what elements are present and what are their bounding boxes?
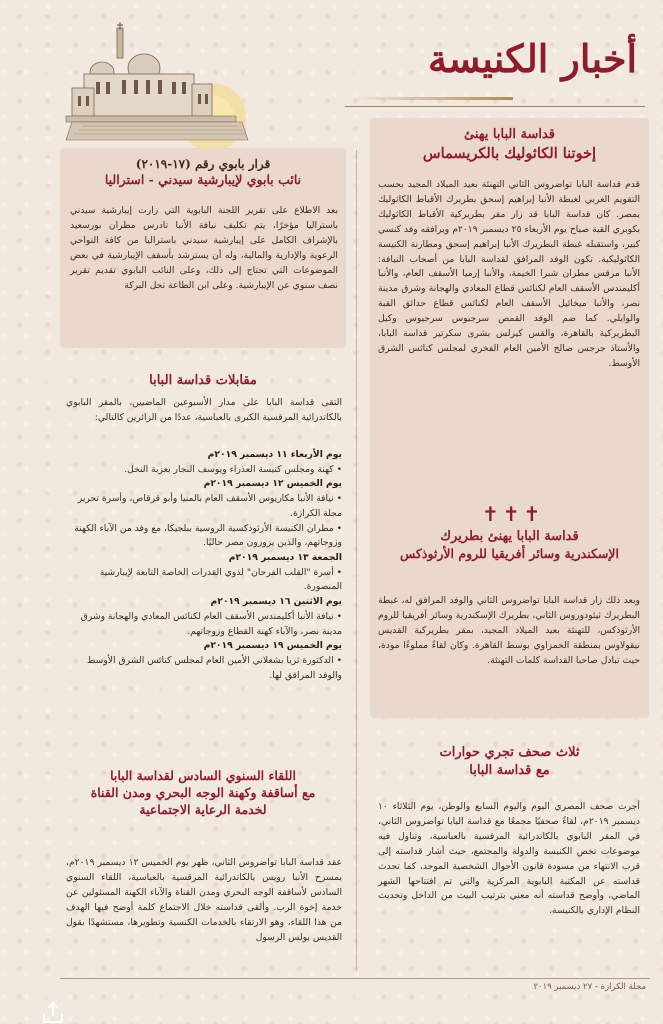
article-decree-body: بعد الاطلاع على تقرير اللجنة البابوية التي زارت إيبارشية سيدني باستراليا مؤخرًا، يتم تكليف نيافة الأنبا تادرس مطران بورسعيد بالإشراف الكامل على إيبارشية سيدني باستراليا من كافة النواحي الرعوية والإدارية والمالية، وله أن يسترشد بأسقف الإيبارشية في بعض الموضوعات التي تحتاج إلى ذلك، وعلى النائب البابوي تقديم تقرير نصف سنوي عن الإيبارشية. وعلى ابن الطاعة تحل البركة bbox=[70, 205, 338, 291]
article-newspapers-body: أجرت صحف المصري اليوم واليوم السابع والوطن، يوم الثلاثاء ١٠ ديسمبر ٢٠١٩م، لقاءً صحفيًا مجمعًا مع قداسة البابا تواضروس الثاني، في المقر البابوي بالكاتدرائية المرقسية بالعباسية، وتناول فيه موضوعات تخص الكنيسة والدولة والمجتمع، حيث أشار قداسته إلى قرب الانتهاء من مسودة قانون الأحوال الشخصية الموحد، كما تحدث قداسته عن المكتبة البابوية المركزية والتي تم افتتاحها الشهر الماضي، وأوضح قداسته أنه معني بترتيب البيت من الداخل وتحديث النظام الإداري بالكنيسة. bbox=[378, 801, 640, 917]
article-greek-patriarch-heading-line2: الإسكندرية وسائر أفريقيا للروم الأرثوذكس bbox=[399, 545, 619, 561]
article-meetings-heading: مقابلات قداسة البابا bbox=[149, 373, 257, 388]
schedule-item: • نيافة الأنبا مكاريوس الأسقف العام بالمنيا وأبو قرقاص، وأسرة تحرير مجلة الكرازة. bbox=[77, 493, 342, 519]
article-greek-patriarch-body: وبعد ذلك زار قداسة البابا تواضروس الثاني والوفد المرافق له، غبطة البطريرك ثيئودوروس الثاني، بطريرك الإسكندرية وسائر أفريقيا للروم الأرثوذكس، للتهنئة بعيد الميلاد المجيد، بمقر بطريركية القديس نيقولاوس بمنطقة الحمزاوي بوسط القاهرة. وكان لقاءً مملوءًا مودة، حيث تبادل صاحبا القداسة كلمات التهنئة. bbox=[378, 595, 640, 666]
article-christmas-heading-line2: إخوتنا الكاثوليك بالكريسماس bbox=[422, 144, 597, 162]
share-icon[interactable] bbox=[40, 1000, 66, 1024]
page-footer bbox=[60, 978, 650, 995]
title-ornament bbox=[353, 97, 513, 100]
article-christmas-heading-line1: قداسة البابا يهنئ bbox=[464, 127, 555, 142]
article-newspapers-heading bbox=[372, 744, 647, 779]
schedule-item: • نيافة الأنبا أكليمندس الأسقف العام لكنائس المعادي والهجانة وشرق مدينة نصر، والآباء كهنة القطاع وزوجاتهم. bbox=[80, 610, 342, 637]
schedule-day-4 bbox=[66, 595, 342, 639]
article-annual-meeting-body: عقد قداسة البابا تواضروس الثاني، ظهر يوم الخميس ١٢ ديسمبر ٢٠١٩م، بمسرح الأنبا رويس بالكاتدرائية المرقسية بالعباسية، اللقاء السنوي السادس لأساقفة الوجه البحري ومدن القناة والآباء الكهنة المسئولين عن خدمة إخوة الرب. وألقى قداسته خلال الاجتماع كلمة أوضح فيها الهدف من هذا اللقاء، وهو الارتقاء بالخدمات الكنسية وتطويرها، مستشهدًا بقول القديس بولس الرسول bbox=[66, 857, 342, 943]
schedule-day-3 bbox=[66, 551, 342, 595]
article-greek-patriarch-heading bbox=[372, 528, 647, 562]
schedule-day-5 bbox=[66, 639, 342, 683]
schedule-item: • أسرة "القلب الفرحان" لذوي القدرات الخاصة التابعة لإيبارشية المنصورة. bbox=[99, 566, 342, 593]
meetings-schedule bbox=[66, 448, 342, 684]
article-newspapers-heading-line1: ثلاث صحف تجري حوارات bbox=[439, 745, 580, 760]
schedule-day-1 bbox=[66, 448, 342, 477]
schedule-day-label: يوم الأربعاء ١١ ديسمبر ٢٠١٩م bbox=[207, 449, 342, 460]
article-greek-patriarch-heading-line1: قداسة البابا يهنئ بطريرك bbox=[440, 529, 579, 544]
masthead bbox=[345, 28, 645, 107]
schedule-item: • كهنة ومجلس كنيسة العذراء ويوسف النجار بعزبة النخل. bbox=[124, 463, 342, 475]
article-christmas-body: قدم قداسة البابا تواضروس الثاني التهنئة بعيد الميلاد المجيد بحسب التقويم الغربي لغبطة الأنبا إبراهيم إسحق بطريرك الأقباط الكاثوليك بمصر. كان قداسة البابا قد زار مقر بطريركية الأقباط الكاثوليك بكوبري القبة صباح يوم الأربعاء ٢٥ ديسمبر ٢٠١٩م ويرافقه وفد كنسي كبير، واستقبله غبطة البطريرك الأنبا إبراهيم إسحق ومطارنة الكنيسة الكاثوليكية. تكون الوفد المرافق لقداسة البابا من أصحاب النيافة: الأنبا مرقس مطران شبرا الخيمة، والأنبا إرميا الأسقف العام، والأنبا أكليمندس الأسقف العام لكنائس قطاع المعادي والهجانة وشرق مدينة نصر، والأنبا ميخائيل الأسقف العام لكنائس قطاع حدائق القبة والوايلي. كما ضم الوفد القمص سرجيوس سرجيوس وكيل البطريركية بالقاهرة، والقس كيرلس بشرى سكرتير قداسة البابا، والأستاذ جرجس صالح الأمين العام الفخري لمجلس كنائس الشرق الأوسط. bbox=[378, 179, 640, 369]
page-title: أخبار الكنيسة bbox=[428, 36, 637, 81]
column-divider bbox=[356, 150, 357, 970]
article-newspapers-heading-line2: مع قداسة البابا bbox=[469, 762, 550, 778]
crosses-ornament: ✝✝✝ bbox=[482, 502, 545, 526]
schedule-day-label: يوم الخميس ١٢ ديسمبر ٢٠١٩م bbox=[203, 478, 342, 490]
schedule-day-label: يوم الاثنين ١٦ ديسمبر ٢٠١٩م bbox=[210, 596, 342, 608]
article-christmas-heading bbox=[372, 126, 647, 163]
article-annual-meeting-heading-line2: مع أساقفة وكهنة الوجه البحري ومدن القناة bbox=[90, 784, 316, 800]
schedule-day-label: الجمعة ١٣ ديسمبر ٢٠١٩م bbox=[228, 552, 342, 564]
article-annual-meeting-heading bbox=[62, 768, 344, 819]
schedule-day-2 bbox=[66, 477, 342, 551]
article-annual-meeting-heading-line3: لخدمة الرعاية الاجتماعية bbox=[139, 801, 267, 817]
article-decree-heading bbox=[62, 156, 344, 189]
schedule-day-label: يوم الخميس ١٩ ديسمبر ٢٠١٩م bbox=[203, 640, 342, 652]
schedule-item: • الدكتورة ثريا بشعلاني الأمين العام لمجلس كنائس الشرق الأوسط والوفد المرافق لها. bbox=[86, 655, 342, 681]
church-illustration-icon bbox=[62, 22, 252, 152]
article-meetings-intro: التقى قداسة البابا على مدار الأسبوعين الماضيين، بالمقر البابوي بالكاتدرائية المرقسية الكبرى بالعباسية، عددًا من الزائرين كالتالي: bbox=[66, 397, 342, 423]
issue-info: مجلة الكرازة - ٢٧ ديسمبر ٢٠١٩ bbox=[533, 982, 646, 992]
article-annual-meeting-heading-line1: اللقاء السنوي السادس لقداسة البابا bbox=[110, 768, 296, 783]
article-decree-heading-line2: نائب بابوي لإيبارشية سيدني - استراليا bbox=[104, 172, 302, 188]
article-decree-heading-line1: قرار بابوي رقم (١٧-٢٠١٩) bbox=[135, 157, 271, 171]
schedule-item: • مطران الكنيسة الأرثوذكسية الروسية ببلجيكا، مع وفد من الآباء الكهنة وزوجاتهم، والذين يزورون مصر حاليًا. bbox=[74, 522, 342, 549]
